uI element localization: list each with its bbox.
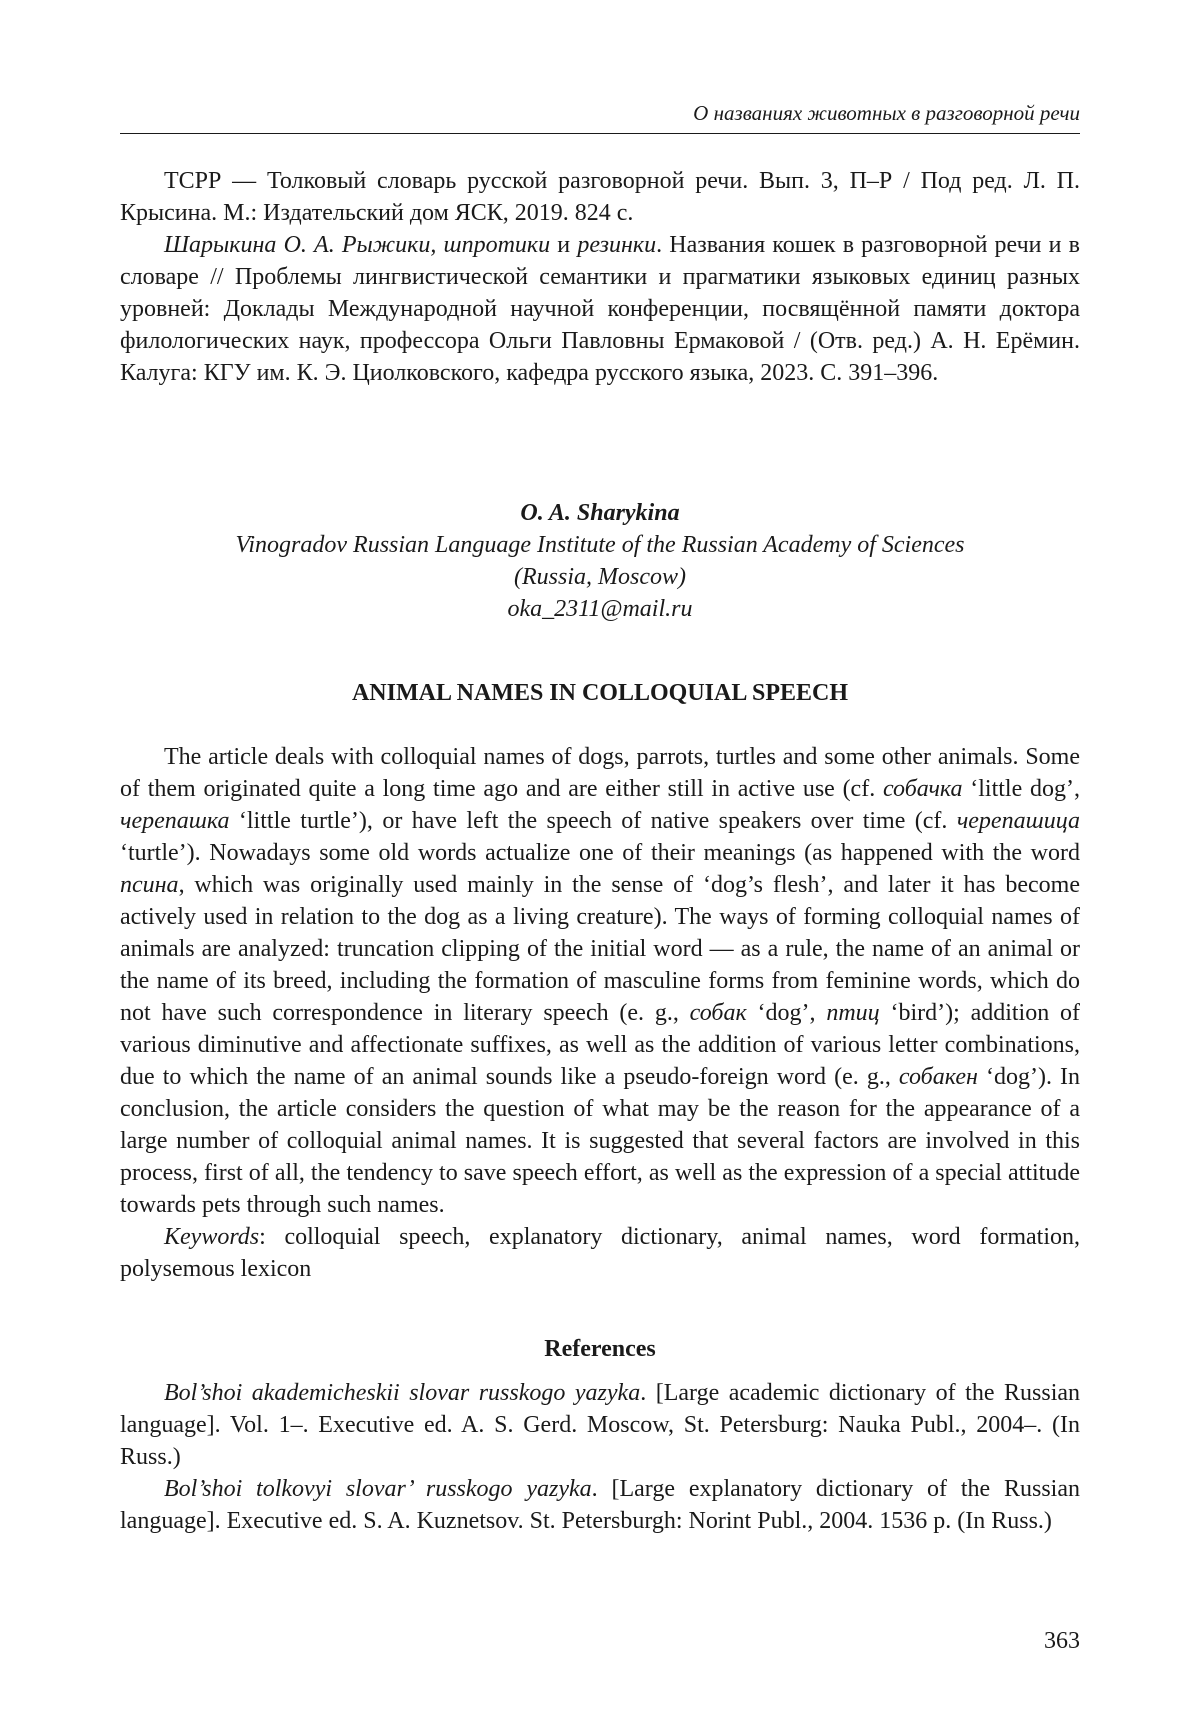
abstract-text: ‘dog’). In conclusion, the article considers the question of what may be the reason for the appearance of a large number of colloquial animal names. It is suggested that several factors are involved in this process, first of all, the tendency to save speech effort, as well as the expression of a special attitude towards pets through such names.: [120, 1064, 1081, 1218]
author-email: oka_2311@mail.ru: [507, 596, 693, 622]
abstract-italic-term: собачка: [882, 776, 963, 802]
abstract-italic-term: собак: [689, 1000, 747, 1026]
abstract-section: [120, 741, 1080, 1285]
document-page: [120, 0, 1080, 1710]
abstract-text: ‘bird’); addition of various diminutive and affectionate suffixes, as well as the addition of various letter combinations, due to which the name of an animal sounds like a pseudo-foreign word (e. g.,: [120, 1000, 1081, 1090]
reference-item: [120, 165, 1080, 229]
author-name: O. A. Sharykina: [520, 500, 680, 526]
reference-item: [120, 229, 1080, 389]
keywords-paragraph: [120, 1221, 1080, 1285]
reference-title: Bol’shoi tolkovyi slovar’ russkogo yazyka: [164, 1476, 592, 1502]
abstract-text: The article deals with colloquial names of dogs, parrots, turtles and some other animals. Some of them originated quite a long time ago and are either still in active use (cf.: [120, 744, 1080, 802]
running-head: О названиях животных в разговорной речи: [693, 101, 1080, 125]
reference-title: Bol’shoi akademicheskii slovar russkogo yazyka: [164, 1380, 641, 1406]
abstract-italic-term: черепашица: [956, 808, 1080, 834]
abstract-text: ‘little turtle’), or have left the speech of native speakers over time (cf.: [229, 808, 957, 834]
abstract-italic-term: птиц: [826, 1000, 880, 1026]
author-info: [120, 497, 1080, 625]
author-affiliation: Vinogradov Russian Language Institute of the Russian Academy of Sciences: [235, 532, 965, 558]
article-title: ANIMAL NAMES IN COLLOQUIAL SPEECH: [351, 680, 849, 706]
reference-item: [120, 1377, 1080, 1473]
abstract-paragraph: [120, 741, 1080, 1221]
reference-text: ТСРР — Толковый словарь русской разговорной речи. Вып. 3, П–Р / Под ред. Л. П. Крысина. М.: Издательский дом ЯСК, 2019. 824 с.: [120, 168, 1080, 226]
reference-author-title: Шарыкина О. А. Рыжики, шпротики: [164, 232, 551, 258]
abstract-text: ‘turtle’). Nowadays some old words actualize one of their meanings (as happened with the word: [120, 840, 1080, 866]
abstract-text: , which was originally used mainly in the sense of ‘dog’s flesh’, and later it has become actively used in relation to the dog as a living creature). The ways of forming colloquial names of animals are analyzed: truncation clipping of the initial word — as a rule, the name of an animal or the name of its breed, including the formation of masculine forms from feminine words, which do not have such correspondence in literary speech (e. g.,: [120, 872, 1080, 1026]
english-references: [120, 1377, 1080, 1537]
header-rule: [120, 133, 1080, 134]
keywords-text: : colloquial speech, explanatory dictionary, animal names, word formation, polysemous lexicon: [120, 1224, 1080, 1282]
author-location: (Russia, Moscow): [514, 564, 686, 590]
reference-text: . [Large academic dictionary of the Russian language]. Vol. 1–. Executive ed. A. S. Gerd. Moscow, St. Petersburg: Nauka Publ., 2004–. (In Russ.): [120, 1380, 1081, 1470]
reference-item: [120, 1473, 1080, 1537]
keywords-label: Keywords: [164, 1224, 260, 1250]
abstract-italic-term: собакен: [898, 1064, 978, 1090]
page-number: 363: [1044, 1628, 1080, 1654]
russian-references: [120, 165, 1080, 389]
abstract-italic-term: черепашка: [120, 808, 230, 834]
abstract-italic-term: псина: [120, 872, 179, 898]
reference-title-part: резинки: [577, 232, 657, 258]
abstract-text: ‘dog’,: [746, 1000, 827, 1026]
references-heading: References: [544, 1336, 656, 1362]
reference-text: . [Large explanatory dictionary of the Russian language]. Executive ed. S. A. Kuznetsov. St. Petersburgh: Norint Publ., 2004. 1536 p. (In Russ.): [120, 1476, 1081, 1534]
reference-connector: и: [550, 232, 578, 258]
abstract-text: ‘little dog’,: [962, 776, 1080, 802]
reference-text: . Названия кошек в разговорной речи и в словаре // Проблемы лингвистической семантики и прагматики языковых единиц разных уровней: Доклады Международной научной конференции, посвящённой памяти доктора филологических наук, профессора Ольги Павловны Ермаковой / (Отв. ред.) А. Н. Ерёмин. Калуга: КГУ им. К. Э. Циолковского, кафедра русского языка, 2023. С. 391–396.: [120, 232, 1081, 386]
